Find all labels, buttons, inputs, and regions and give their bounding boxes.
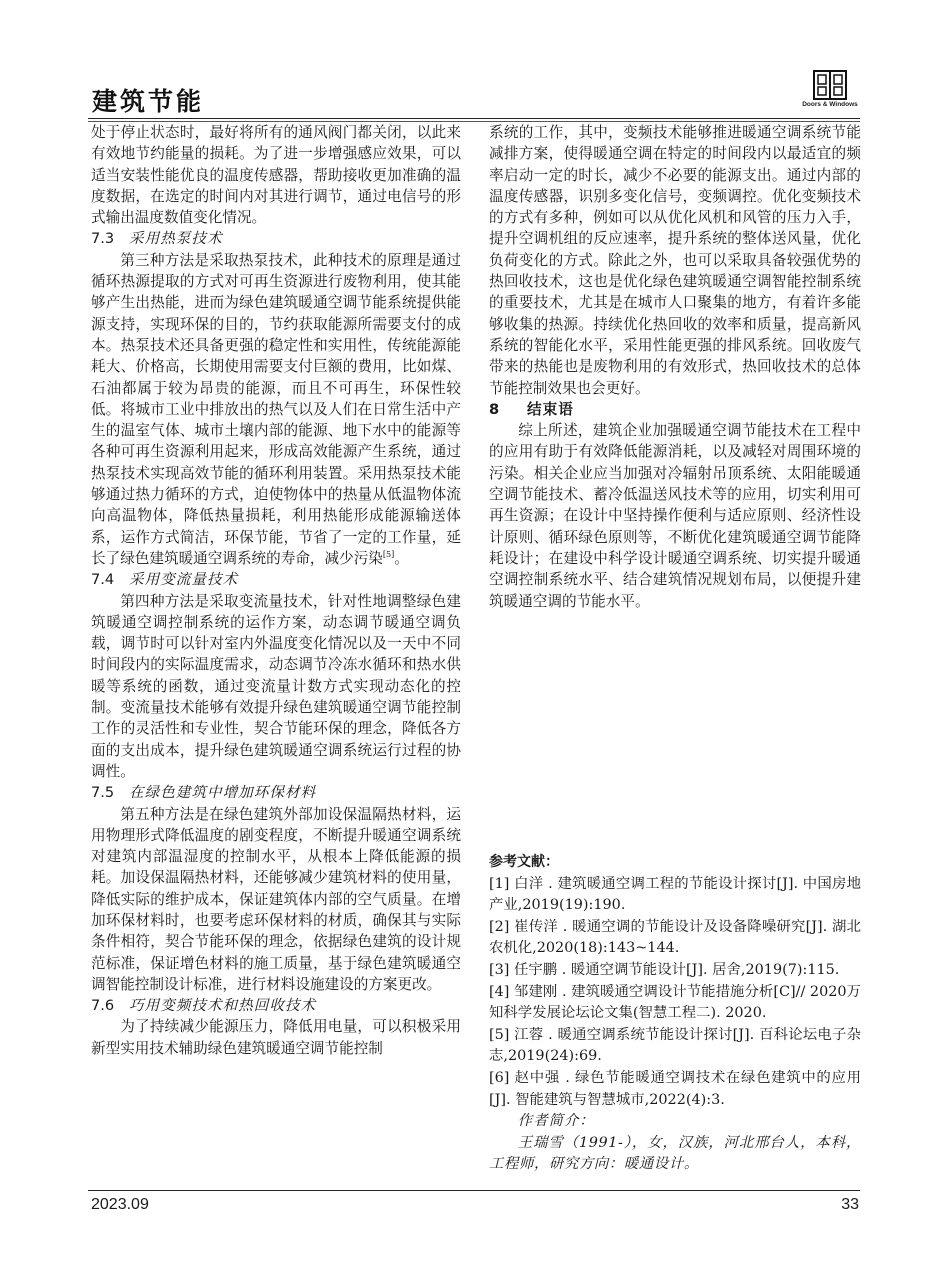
section-7-5-body: 第五种方法是在绿色建筑外部加设保温隔热材料，运用物理形式降低温度的剧变程度，不断提升暖通空调系统对建筑内部温湿度的控制水平，从根本上降低能源的损耗。加设保温隔热材料，还能够减少建筑材料的使用量，降低实际的维护成本，保证建筑体内部的空气质量。在增加环保材料时，也要考虑环保材料的材质，确保其与实际条件相符，契合节能环保的理念，依据绿色建筑的设计规范标准，保证增色材料的施工质量，基于绿色建筑暖通空调智能控制设计标准，进行材料设施建设的方案更改。 — [91, 805, 461, 993]
section-title: 采用变流量技术 — [129, 571, 239, 589]
section-heading-7-4 — [91, 569, 461, 590]
section-title: 采用热泵技术 — [129, 230, 223, 248]
section-7-4-body: 第四种方法是采取变流量技术，针对性地调整绿色建筑暖通空调控制系统的运作方案，动态调节暖通空调负载，调节时可以针对室内外温度变化情况以及一天中不同时间段内的实际温度需求，动态调节冷冻水循环和热水供暖等系统的函数，通过变流量计数方式实现动态化的控制。变流量技术能够有效提升绿色建筑暖通空调节能控制工作的灵活性和专业性，契合节能环保的理念，降低各方面的支出成本，提升绿色建筑暖通空调系统运行过程的协调性。 — [91, 592, 461, 780]
references-heading: 参考文献： — [489, 854, 559, 870]
right-column — [489, 122, 861, 612]
section-title: 在绿色建筑中增加环保材料 — [129, 784, 317, 802]
conclusion-body: 综上所述，建筑企业加强暖通空调节能技术在工程中的应用有助于有效降低能源消耗，以及减轻对周围环境的污染。相关企业应当加强对冷辐射吊顶系统、太阳能暖通空调节能技术、蓄冷低温送风技术等的应用，切实利用可再生资源；在设计中坚持操作便利与适应原则、经济性设计原则、循环绿色原则等，不断优化建筑暖通空调节能降耗设计；在建设中科学设计暖通空调系统、切实提升暖通空调控制系统水平、结合建筑情况规划布局，以便提升建筑暖通空调的节能水平。 — [489, 422, 861, 610]
citation-mark: [5] — [382, 550, 395, 560]
section-number: 7.3 — [91, 230, 115, 248]
logo-text: Doors & Windows — [802, 101, 858, 108]
left-column — [91, 122, 461, 1059]
page-number: 33 — [841, 1196, 859, 1213]
footer-rule — [88, 1190, 860, 1191]
section-7-3-text: 第三种方法是采取热泵技术，此种技术的原理是通过循环热源提取的方式对可再生资源进行废物利用，使其能够产生出热能，进而为绿色建筑暖通空调节能系统提供能源支持，实现环保的目的，节约获取能源所需要支付的成本。热泵技术还具备更强的稳定性和实用性，传统能源能耗大、价格高，长期使用需要支付巨额的费用，比如煤、石油都属于较为昂贵的能源，而且不可再生，环保性较低。将城市工业中排放出的热气以及人们在日常生活中产生的温室气体、城市土壤内部的能源、地下水中的能源等各种可再生资源利用起来，形成高效能源产生系统，通过热泵技术实现高效节能的循环利用装置。采用热泵技术能够通过热力循环的方式，迫使物体中的热量从低温物体流向高温物体，降低热量损耗，利用热能形成能源输送体系，运作方式简洁，环保节能，节省了一定的工作量，延长了绿色建筑暖通空调系统的寿命，减少污染 — [91, 251, 461, 567]
section-number: 7.6 — [91, 997, 115, 1015]
reference-item: [6] 赵中强 . 绿色节能暖通空调技术在绿色建筑中的应用[J]. 智能建筑与智慧城市,2022(4):3. — [489, 1069, 861, 1108]
issue-date: 2023.09 — [91, 1196, 149, 1213]
author-heading: 作者简介： — [517, 1113, 595, 1130]
paragraph-continued: 系统的工作，其中，变频技术能够推进暖通空调系统节能减排方案，使得暖通空调在特定的时间段内以最适宜的频率启动一定的时长，减少不必要的能源支出。通过内部的温度传感器，识别多变化信号，变频调控。优化变频技术的方式有多种，例如可以从优化风机和风管的压力入手，提升空调机组的反应速率，提升系统的整体送风量，优化负荷变化的方式。除此之外，也可以采取具备较强优势的热回收技术，这也是优化绿色建筑暖通空调智能控制系统的重要技术，尤其是在城市人口聚集的地方，有着许多能够收集的热源。持续优化热回收的效率和质量，提高新风系统的智能化水平，采用性能更强的排风系统。回收废气带来的热能也是废物利用的有效形式，热回收技术的总体节能控制效果也会更好。 — [489, 124, 861, 397]
section-title: 巧用变频技术和热回收技术 — [129, 997, 317, 1015]
reference-item: [2] 崔传洋 . 暖通空调的节能设计及设备降噪研究[J]. 湖北农机化,2020(18):143~144. — [489, 918, 861, 957]
section-number: 7.5 — [91, 784, 115, 802]
reference-item: [3] 任宇鹏 . 暖通空调节能设计[J]. 居舍,2019(7):115. — [489, 961, 840, 978]
paragraph-intro: 处于停止状态时，最好将所有的通风阀门都关闭，以此来有效地节约能量的损耗。为了进一步增强感应效果，可以适当安装性能优良的温度传感器，帮助接收更加准确的温度数据，在选定的时间内对其进行调节，通过电信号的形式输出温度数值变化情况。 — [91, 124, 461, 227]
section-heading-7-5 — [91, 782, 461, 803]
references-section — [489, 852, 861, 1176]
section-title: 结束语 — [527, 400, 574, 418]
reference-item: [1] 白洋 . 建筑暖通空调工程的节能设计探讨[J]. 中国房地产业,2019(19):190. — [489, 875, 861, 914]
author-bio: 王瑞雪（1991-），女，汉族，河北邢台人，本科，工程师，研究方向：暖通设计。 — [489, 1134, 861, 1173]
section-heading-8 — [489, 399, 861, 420]
section-heading-7-3 — [91, 228, 461, 249]
section-7-3-end: 。 — [394, 549, 409, 567]
section-number: 7.4 — [91, 571, 115, 589]
section-7-6-body: 为了持续减少能源压力，降低用电量，可以积极采用新型实用技术辅助绿色建筑暖通空调节能控制 — [91, 1018, 461, 1057]
journal-title: 建筑节能 — [92, 87, 205, 116]
section-7-3-body — [91, 250, 461, 569]
section-number: 8 — [489, 400, 500, 418]
section-heading-7-6 — [91, 995, 461, 1016]
journal-logo — [800, 70, 860, 108]
window-logo-icon — [813, 70, 847, 100]
header-rule — [88, 118, 860, 119]
reference-item: [4] 邹建刚 . 建筑暖通空调设计节能措施分析[C]// 2020万知科学发展论坛论文集(智慧工程二). 2020. — [489, 983, 861, 1022]
reference-item: [5] 江蓉 . 暖通空调系统节能设计探讨[J]. 百科论坛电子杂志,2019(24):69. — [489, 1026, 861, 1065]
